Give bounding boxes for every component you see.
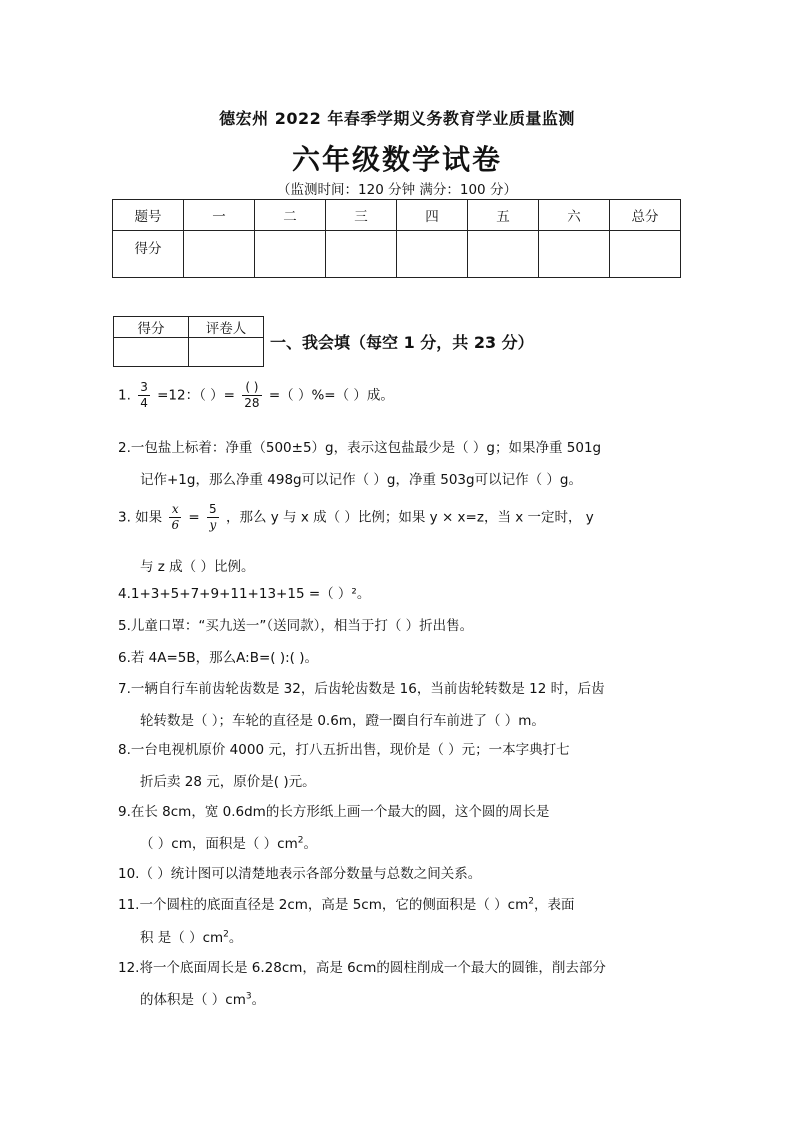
question-5: 5.儿童口罩：“买九送一”（送同款），相当于打（ ）折出售。 — [118, 618, 474, 634]
equals-sign: = — [188, 509, 200, 526]
question-8-line-2: 折后卖 28 元，原价是( )元。 — [140, 774, 316, 790]
score-header-1: 一 — [184, 200, 255, 231]
score-cell-total[interactable] — [610, 231, 681, 278]
question-text: 11.一个圆柱的底面直径是 2cm，高是 5cm，它的侧面积是（ ）cm — [118, 897, 529, 913]
superscript: 2 — [223, 929, 229, 940]
superscript: 3 — [245, 991, 252, 1002]
score-header-total: 总分 — [610, 200, 681, 231]
question-8-line-1: 8.一台电视机原价 4000 元，打八五折出售，现价是（ ）元；一本字典打七 — [118, 742, 570, 758]
score-cell-2[interactable] — [255, 231, 326, 278]
question-1 — [118, 380, 678, 411]
fraction-x-6 — [169, 502, 181, 533]
fraction-numerator: x — [169, 502, 181, 518]
question-text: 。 — [228, 930, 243, 946]
grader-score-cell[interactable] — [114, 338, 189, 367]
superscript: 2 — [297, 835, 304, 846]
score-header-2: 二 — [255, 200, 326, 231]
question-2-line-2: 记作+1g，那么净重 498g可以记作（ ）g，净重 503g可以记作（ ）g。 — [140, 472, 582, 488]
fraction-numerator: 5 — [209, 502, 217, 516]
question-7-line-1: 7.一辆自行车前齿轮齿数是 32，后齿轮齿数是 16，当前齿轮转数是 12 时，后齿 — [118, 681, 605, 697]
question-4: 4.1+3+5+7+9+11+13+15 =（ ）²。 — [118, 586, 371, 602]
score-header-5: 五 — [468, 200, 539, 231]
fraction-numerator: 3 — [140, 380, 148, 394]
score-cell-1[interactable] — [184, 231, 255, 278]
fraction-denominator: 6 — [171, 518, 180, 532]
question-text: 。 — [251, 992, 266, 1008]
exam-info: （监测时间：120 分钟 满分：100 分） — [277, 182, 517, 198]
question-text: =（ ）%=（ ）成。 — [268, 387, 394, 404]
section-1-heading: 一、我会填（每空 1 分，共 23 分） — [270, 333, 534, 352]
score-table — [112, 199, 681, 278]
question-6: 6.若 4A=5B，那么A:B=( ):( )。 — [118, 650, 318, 666]
fraction-blank-28 — [242, 380, 261, 411]
question-7-line-2: 轮转数是（ ）；车轮的直径是 0.6m，蹬一圈自行车前进了（ ）m。 — [140, 713, 545, 729]
score-cell-4[interactable] — [397, 231, 468, 278]
question-text: （ ）cm，面积是（ ）cm — [140, 836, 298, 852]
question-text: 积 是（ ）cm — [140, 930, 224, 946]
grader-score-header: 得分 — [114, 317, 189, 338]
grader-name-cell[interactable] — [189, 338, 264, 367]
question-10: 10.（ ）统计图可以清楚地表示各部分数量与总数之间关系。 — [118, 866, 482, 882]
superscript: 2 — [528, 896, 534, 907]
question-9-line-1: 9.在长 8cm，宽 0.6dm的长方形纸上画一个最大的圆，这个圆的周长是 — [118, 804, 550, 820]
question-text: ，表面 — [533, 897, 575, 913]
grader-table — [113, 316, 264, 367]
question-text: 3. 如果 — [118, 509, 163, 526]
question-number: 1. — [118, 387, 131, 404]
score-cell-3[interactable] — [326, 231, 397, 278]
question-2-line-1: 2.一包盐上标着：净重（500±5）g，表示这包盐最少是（ ）g；如果净重 501g — [118, 440, 602, 456]
score-header-4: 四 — [397, 200, 468, 231]
fraction-5-y — [207, 502, 219, 533]
fraction-denominator: 28 — [244, 396, 260, 410]
fraction-denominator: 4 — [140, 396, 148, 410]
question-text: 的体积是（ ）cm — [140, 992, 246, 1008]
score-cell-6[interactable] — [539, 231, 610, 278]
exam-title: 六年级数学试卷 — [291, 143, 502, 176]
question-12-line-2 — [140, 988, 700, 1008]
question-3-line-2: 与 z 成（ ）比例。 — [140, 559, 255, 575]
score-cell-5[interactable] — [468, 231, 539, 278]
question-12-line-1: 12.将一个底面周长是 6.28cm，高是 6cm的圆柱削成一个最大的圆锥，削去部分 — [118, 960, 606, 976]
question-3-line-1 — [118, 502, 678, 533]
question-9-line-2 — [140, 832, 700, 852]
score-header-6: 六 — [539, 200, 610, 231]
score-header-label: 题号 — [113, 200, 184, 231]
question-text: 。 — [303, 836, 317, 852]
question-text: =12：（ ）= — [157, 387, 235, 404]
question-11-line-1 — [118, 893, 678, 913]
score-row-label: 得分 — [113, 231, 184, 278]
fraction-denominator: y — [209, 518, 217, 532]
fraction-3-4 — [138, 380, 150, 411]
question-11-line-2 — [140, 926, 700, 946]
score-header-3: 三 — [326, 200, 397, 231]
grader-name-header: 评卷人 — [189, 317, 264, 338]
fraction-numerator: ( ) — [242, 380, 261, 396]
exam-subtitle: 德宏州 2022 年春季学期义务教育学业质量监测 — [219, 109, 575, 128]
question-text: ，那么 y 与 x 成（ ）比例；如果 y × x=z，当 x 一定时， y — [225, 509, 594, 526]
